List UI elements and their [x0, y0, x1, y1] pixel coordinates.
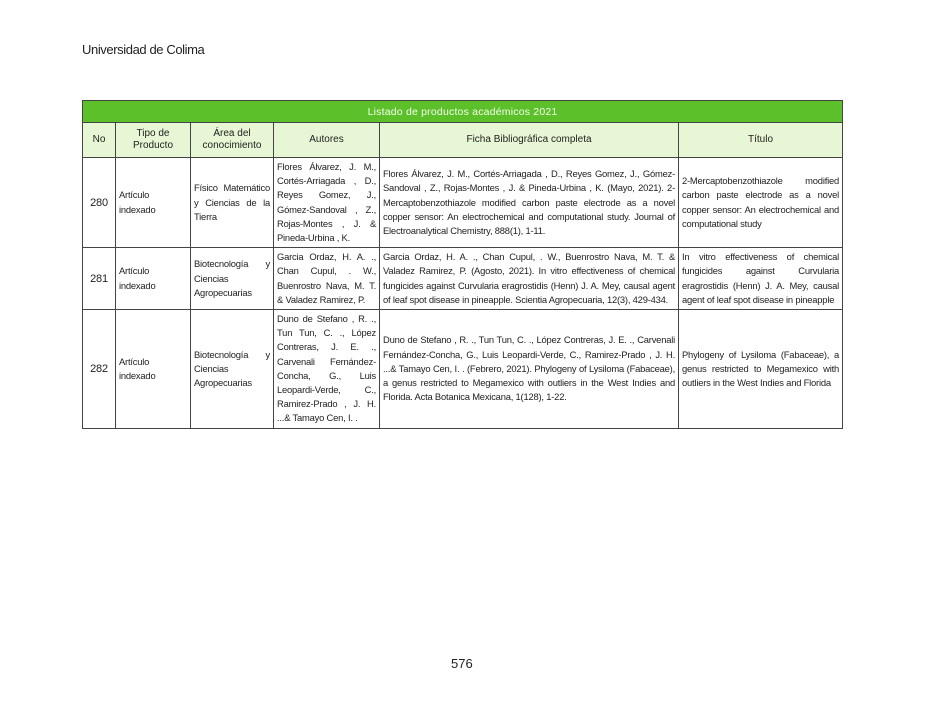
- column-header-no: No: [83, 123, 116, 158]
- row-no: 281: [83, 248, 116, 310]
- page-number: 576: [451, 656, 473, 671]
- column-header-autores: Autores: [274, 123, 380, 158]
- row-area: Físico Matemático y Ciencias de la Tierra: [191, 158, 274, 248]
- row-ficha: Flores Álvarez, J. M., Cortés-Arriagada , D., Reyes Gomez, J., Gómez-Sandoval , Z., Rojas-Montes , J. & Pineda-Urbina , K. (Mayo, 2021). 2-Mercaptobenzothiazole modified carbon paste electrode as a novel copper sensor: An electrochemical and computational study. Journal of Electroanalytical Chemistry, 888(1), 1-11.: [380, 158, 679, 248]
- row-tipo: Artículo indexado: [116, 310, 191, 429]
- row-ficha: Garcia Ordaz, H. A. ., Chan Cupul, . W., Buenrostro Nava, M. T. & Valadez Ramirez, P. (Agosto, 2021). In vitro effectiveness of chemical fungicides against Curvularia eragrostidis (Henn) J. A. Mey, causal agent of leaf spot disease in pineapple. Scientia Agropecuaria, 12(3), 429-434.: [380, 248, 679, 310]
- row-autores: Garcia Ordaz, H. A. ., Chan Cupul, . W., Buenrostro Nava, M. T. & Valadez Ramirez, P.: [274, 248, 380, 310]
- table-title-row: [83, 101, 843, 123]
- column-header-area: Área del conocimiento: [191, 123, 274, 158]
- row-titulo: 2-Mercaptobenzothiazole modified carbon paste electrode as a novel copper sensor: An electrochemical and computational study: [679, 158, 843, 248]
- row-tipo: Artículo indexado: [116, 248, 191, 310]
- column-header-titulo: Título: [679, 123, 843, 158]
- table-row: [83, 158, 843, 248]
- column-header-ficha: Ficha Bibliográfica completa: [380, 123, 679, 158]
- row-autores: Flores Álvarez, J. M., Cortés-Arriagada , D., Reyes Gomez, J., Gómez-Sandoval , Z., Rojas-Montes , J. & Pineda-Urbina , K.: [274, 158, 380, 248]
- row-titulo: In vitro effectiveness of chemical fungicides against Curvularia eragrostidis (Henn) J. A. Mey, causal agent of leaf spot disease in pineapple: [679, 248, 843, 310]
- column-header-tipo: Tipo de Producto: [116, 123, 191, 158]
- table-row: [83, 248, 843, 310]
- row-ficha: Duno de Stefano , R. ., Tun Tun, C. ., López Contreras, J. E. ., Carvenali Fernández-Concha, G., Luis Leopardi-Verde, C., Ramirez-Prado , J. H. ...& Tamayo Cen, I. . (Febrero, 2021). Phylogeny of Lysiloma (Fabaceae), a genus restricted to Megamexico with outliers in the West Indies and Florida. Acta Botanica Mexicana, 1(128), 1-22.: [380, 310, 679, 429]
- row-autores: Duno de Stefano , R. ., Tun Tun, C. ., López Contreras, J. E. ., Carvenali Fernández-Concha, G., Luis Leopardi-Verde, C., Ramirez-Prado , J. H. ...& Tamayo Cen, I. .: [274, 310, 380, 429]
- products-table: [82, 100, 843, 429]
- row-area: Biotecnología y Ciencias Agropecuarias: [191, 310, 274, 429]
- row-no: 280: [83, 158, 116, 248]
- row-no: 282: [83, 310, 116, 429]
- table-row: [83, 310, 843, 429]
- page-header: Universidad de Colima: [82, 42, 205, 57]
- table-header-row: [83, 123, 843, 158]
- table-title: Listado de productos académicos 2021: [83, 101, 843, 123]
- row-tipo: Artículo indexado: [116, 158, 191, 248]
- row-area: Biotecnología y Ciencias Agropecuarias: [191, 248, 274, 310]
- row-titulo: Phylogeny of Lysiloma (Fabaceae), a genus restricted to Megamexico with outliers in the West Indies and Florida: [679, 310, 843, 429]
